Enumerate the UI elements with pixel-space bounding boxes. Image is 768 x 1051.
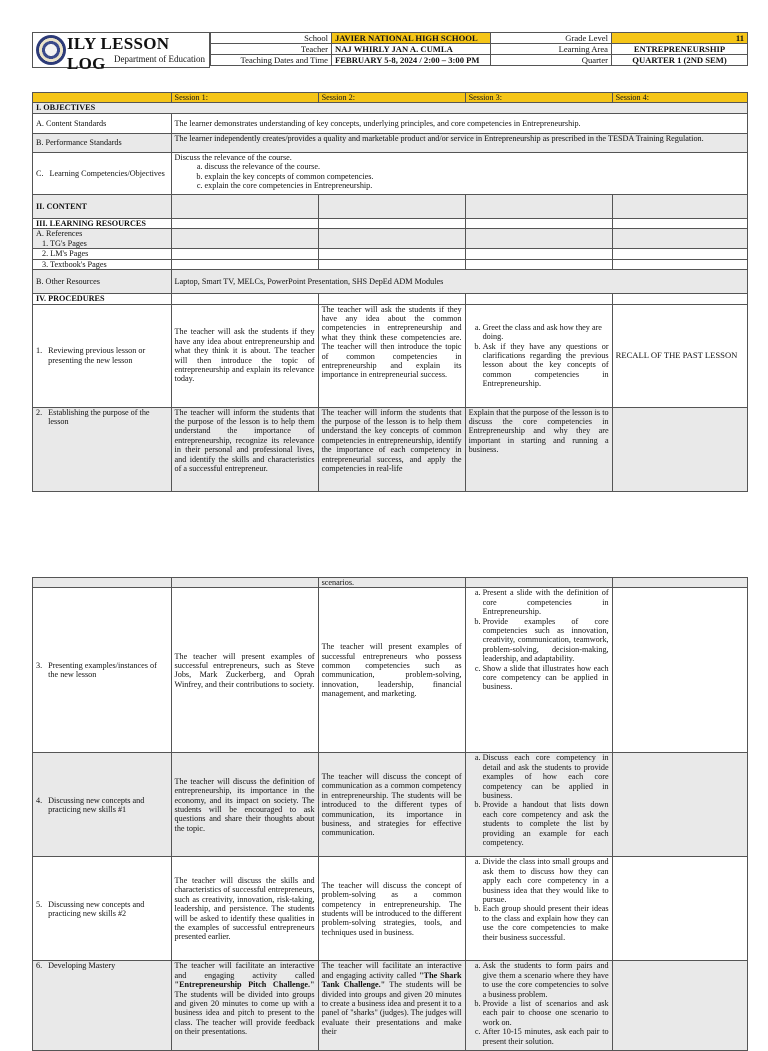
school-value: JAVIER NATIONAL HIGH SCHOOL [332,33,491,44]
learning-lead: Discuss the relevance of the course. [174,153,292,162]
procedure-1-session-3 [465,304,612,407]
grade-label: Grade Level [491,33,612,44]
learning-competencies-text [171,153,747,195]
procedure-1-session-2: The teacher will ask the students if they have any idea about the common competencies in entrepreneurship and what they think these competencies are. The teacher will then introduce the topic of common competencies in entrepreneurship and explain its importance in entrepreneurial success. [318,304,465,407]
area-label: Learning Area [491,44,612,55]
procedure-2-label [33,407,172,491]
procedure-3-session-3 [465,588,612,753]
procedure-5-s3-item: b. Each group should present their ideas to the class and explain how they can use the core competencies to make their business successful. [483,904,609,942]
learning-item: c. explain the core competencies in Entrepreneurship. [205,181,744,190]
logo-subtitle: Department of Education [114,54,205,64]
tg-pages-label: 1. TG's Pages [42,238,87,248]
procedure-3-text: Presenting examples/instances of the new lesson [48,661,157,680]
deped-seal-icon [36,35,66,65]
procedure-1-s3-item: b. Ask if they have any questions or clarifications regarding the previous lesson about the key concepts of common competencies in Entrepreneurship. [483,342,609,389]
procedure-4-label [33,753,172,857]
procedure-3-label [33,588,172,753]
learning-competencies-label: C. Learning Competencies/Objectives [33,153,172,195]
procedure-6-s3-item: c. After 10-15 minutes, ask each pair to present their solution. [483,1027,609,1046]
procedure-3-number: 3. [36,661,43,670]
procedure-6-s2-intro: The teacher will facilitate an interactive and engaging activity called [321,961,462,980]
performance-standards-label: B. Performance Standards [33,134,172,153]
learning-item: b. explain the key concepts of common competencies. [205,172,744,181]
dates-label: Teaching Dates and Time [211,55,332,66]
lesson-table-page-1 [32,92,748,492]
content-standards-text: The learner demonstrates understanding of key concepts, underlying principles, and core competencies in Entrepreneurship. [171,114,747,134]
lm-pages-label: 2. LM's Pages [33,249,172,259]
procedure-4-session-1: The teacher will discuss the definition of entrepreneurship, its importance in the economy, and its impact on society. The students will be encouraged to ask questions and share their thoughts about the topic. [171,753,318,857]
learning-resources-heading: III. LEARNING RESOURCES [33,219,172,229]
procedure-2-session-2: The teacher will inform the students that the purpose of the lesson is to help them understand the key concepts of common competencies in entrepreneurship, identify the importance of each competency in entrepreneurial success, and apply the competencies in real-life [318,407,465,491]
procedure-1-text: Reviewing previous lesson or presenting the new lesson [48,346,146,365]
session-corner [33,93,172,103]
procedure-1-session-1: The teacher will ask the students if they have any idea about entrepreneurship and what they think it is about. The teacher will then introduce the topic of entrepreneurship and explain its relevance today. [171,304,318,407]
procedure-6-s3-item: b. Provide a list of scenarios and ask each pair to choose one scenario to work on. [483,999,609,1027]
procedure-3-session-2: The teacher will present examples of successful entrepreneurs who possess common competencies such as communication, problem-solving, innovation, leadership, financial management, and marketing. [318,588,465,753]
lesson-table-page-2 [32,577,748,1051]
procedure-6-s3-item: a. Ask the students to form pairs and give them a scenario where they have to use the core competencies to solve a business problem. [483,961,609,999]
dates-value: FEBRUARY 5-8, 2024 / 2:00 – 3:00 PM [332,55,491,66]
lesson-page-1 [32,92,748,492]
procedure-5-number: 5. [36,899,43,909]
procedure-1-number: 1. [36,346,43,356]
lesson-page-2 [32,577,748,1051]
procedure-6-session-2 [318,961,465,1051]
school-label: School [211,33,332,44]
session-4-header: Session 4: [612,93,747,103]
procedure-4-number: 4. [36,795,43,805]
procedure-1-session-4: RECALL OF THE PAST LESSON [612,304,747,407]
logo-title: ILY LESSON LOG [67,34,170,73]
teacher-label: Teacher [211,44,332,55]
deped-logo-block [32,32,210,73]
procedure-2-number: 2. [36,407,43,417]
procedure-6-label [33,961,172,1051]
learning-item: a. discuss the relevance of the course. [205,162,744,171]
session-3-header: Session 3: [465,93,612,103]
procedure-4-session-2: The teacher will discuss the concept of communication as a common competency in entrepreneurship. The students will be introduced to the different types of communication, its importance in business, and strategies for effective communication. [318,753,465,857]
procedure-5-session-2: The teacher will discuss the concept of problem-solving as a common competency in entrepreneurship. The students will be introduced to the different problem-solving strategies, tools, and techniques used in business. [318,857,465,961]
procedure-2-text: Establishing the purpose of the lesson [48,407,150,427]
content-heading: II. CONTENT [33,195,172,219]
procedure-4-session-3 [465,753,612,857]
procedure-2-session-2-continued: scenarios. [318,578,465,588]
procedure-6-session-1 [171,961,318,1051]
area-value: ENTREPRENEURSHIP [612,44,748,55]
procedure-4-s3-item: a. Discuss each core competency in detail and ask the students to provide examples of how each core competency can be applied in business. [483,753,609,800]
procedure-3-s3-item: c. Show a slide that illustrates how each core competency can be applied in business. [483,664,609,692]
grade-value: 11 [612,33,748,44]
procedure-6-text: Developing Mastery [48,961,116,971]
procedure-3-s3-item: b. Provide examples of core competencies such as innovation, creativity, communication, teamwork, problem-solving, decision-making, leadership, and adaptability. [483,617,609,664]
procedure-5-session-3 [465,857,612,961]
procedure-6-s1-activity: "Entrepreneurship Pitch Challenge." [174,980,315,990]
procedure-6-s1-intro: The teacher will facilitate an interactive and engaging activity called [174,961,315,980]
session-2-header: Session 2: [318,93,465,103]
procedure-6-s2-activity: "The Shark Tank Challenge." [321,970,462,990]
procedure-2-session-1: The teacher will inform the students that the purpose of the lesson is to help them understand the importance of entrepreneurship, recognize its relevance in their personal and professional lives, and identify the skills and characteristics of a successful entrepreneur. [171,407,318,491]
teacher-value: NAJ WHIRLY JAN A. CUMLA [332,44,491,55]
procedure-1-label [33,304,172,407]
other-resources-text: Laptop, Smart TV, MELCs, PowerPoint Presentation, SHS DepEd ADM Modules [171,270,747,294]
content-standards-label: A. Content Standards [33,114,172,134]
header-info-table [210,32,748,66]
performance-standards-text: The learner independently creates/provides a quality and marketable product and/or service in Entrepreneurship as prescribed in the TESDA Training Regulation. [171,134,747,153]
procedure-1-s3-item: a. Greet the class and ask how they are doing. [483,323,609,342]
procedure-2-session-3: Explain that the purpose of the lesson is to discuss the core competencies in Entrepreneurship and why they are important in starting and running a business. [465,407,612,491]
procedures-heading: IV. PROCEDURES [33,294,172,304]
procedure-6-s1-details: The students will be divided into groups and given 20 minutes to come up with a business idea and pitch to present to the class. The teacher will provide feedback on their presentations. [174,989,315,1037]
references-text: A. References [36,229,83,239]
procedure-6-s2-details: The students will be divided into groups and given 20 minutes to create a business idea and present it to a panel of "sharks" (judges). The judges will evaluate their presentations and make their [321,980,462,1037]
references-label [33,229,172,249]
textbook-pages-label: 3. Textbook's Pages [33,259,172,269]
procedure-4-text: Discussing new concepts and practicing new skills #1 [48,795,145,814]
objectives-heading: I. OBJECTIVES [33,103,748,114]
procedure-6-number: 6. [36,961,43,971]
lesson-log-header [32,32,748,73]
quarter-value: QUARTER 1 (2ND SEM) [612,55,748,66]
procedure-6-session-3 [465,961,612,1051]
procedure-3-session-1: The teacher will present examples of successful entrepreneurs, such as Steve Jobs, Mark Zuckerberg, and Oprah Winfrey, and their contributions to society. [171,588,318,753]
procedure-5-session-1: The teacher will discuss the skills and characteristics of successful entrepreneurs, such as creativity, innovation, risk-taking, leadership, and persistence. The students will be asked to identify these qualities in the examples of successful entrepreneurs presented earlier. [171,857,318,961]
session-header-row [33,93,748,103]
procedure-5-s3-item: a. Divide the class into small groups and ask them to discuss how they can apply each core competency in a business idea that they would like to pursue. [483,857,609,904]
learning-competencies-label-text: Learning Competencies/Objectives [49,168,165,178]
procedure-4-s3-item: b. Provide a handout that lists down each core competency and ask the students to complete the list by providing an example for each competency. [483,800,609,847]
quarter-label: Quarter [491,55,612,66]
procedure-5-label [33,857,172,961]
session-1-header: Session 1: [171,93,318,103]
procedure-3-s3-item: a. Present a slide with the definition of core competencies in Entrepreneurship. [483,588,609,616]
other-resources-label: B. Other Resources [33,270,172,294]
procedure-5-text: Discussing new concepts and practicing new skills #2 [48,899,145,918]
